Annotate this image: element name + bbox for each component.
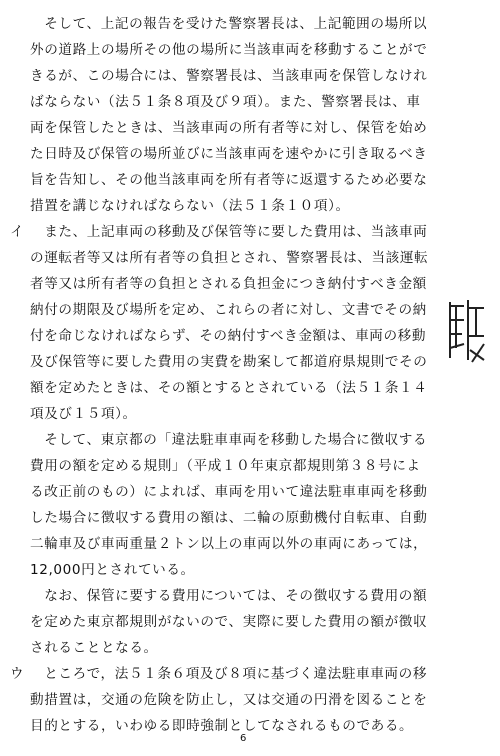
paragraph-line: ところで，法５１条６項及び８項に基づく違法駐車車両の移 — [30, 666, 428, 682]
paragraph-line: 項及び１５項）。 — [30, 406, 137, 422]
paragraph-line: 二輪車及び車両重量２トン以上の車両以外の車両にあっては， — [30, 536, 428, 552]
paragraph-line: 者等又は所有者等の負担とされる負担金につき納付すべき金額 — [30, 276, 427, 292]
paragraph-line: されることとなる。 — [30, 640, 158, 656]
paragraph-line: 12,000円とされている。 — [30, 562, 195, 578]
paragraph-line: を定めた東京都規則がないので、実際に要した費用の額が徴収 — [30, 614, 428, 630]
paragraph-line: 費用の額を定める規則」（平成１０年東京都規則第３８号によ — [30, 458, 421, 474]
paragraph-line: きるが、この場合には、警察署長は、当該車両を保管しなけれ — [30, 68, 428, 84]
paragraph-line: また、上記車両の移動及び保管等に要した費用は、当該車両 — [30, 224, 428, 240]
paragraph-line: た日時及び保管の場所並びに当該車両を速やかに引き取るべき — [30, 146, 428, 162]
paragraph-line: 両を保管したときは、当該車両の所有者等に対し、保管を始め — [30, 120, 428, 136]
paragraph-line: 旨を告知し、その他当該車両を所有者等に返還するため必要な — [30, 172, 428, 188]
paragraph-line: 目的とする，いわゆる即時強制としてなされるものである。 — [30, 718, 414, 734]
paragraph-line: そして、東京都の「違法駐車車両を移動した場合に徴収する — [30, 432, 428, 448]
paragraph-line: そして、上記の報告を受けた警察署長は、上記範囲の場所以 — [30, 16, 428, 32]
paragraph-line: 付を命じなければならず、その納付すべき金額は、車両の移動 — [30, 328, 427, 344]
page-number: 6 — [240, 733, 247, 744]
paragraph-line: 納付の期限及び場所を定め、これらの者に対し、文書でその納 — [30, 302, 427, 318]
seal-stamp-icon — [446, 296, 488, 366]
paragraph-line: 外の道路上の場所その他の場所に当該車両を移動することがで — [30, 42, 428, 58]
paragraph-line: の運転者等又は所有者等の負担とされ、警察署長は、当該運転 — [30, 250, 429, 266]
paragraph-line: る改正前のもの）によれば、車両を用いて違法駐車車両を移動 — [30, 484, 428, 500]
paragraph-line: 措置を講じなければならない（法５１条１０項）。 — [30, 198, 350, 214]
paragraph-line: 及び保管等に要した費用の実費を勘案して都道府県規則でその — [30, 354, 428, 370]
section-marker-u: ウ — [10, 666, 24, 682]
paragraph-line: 額を定めたときは、その額とするとされている（法５１条１４ — [30, 380, 428, 396]
paragraph-line: 動措置は，交通の危険を防止し，又は交通の円滑を図ることを — [30, 692, 428, 708]
paragraph-line: なお、保管に要する費用については、その徴収する費用の額 — [30, 588, 428, 604]
paragraph-line: した場合に徴収する費用の額は、二輪の原動機付自転車、自動 — [30, 510, 428, 526]
section-marker-i: イ — [10, 224, 24, 240]
paragraph-line: ばならない（法５１条８項及び９項）。また、警察署長は、車 — [30, 94, 421, 110]
